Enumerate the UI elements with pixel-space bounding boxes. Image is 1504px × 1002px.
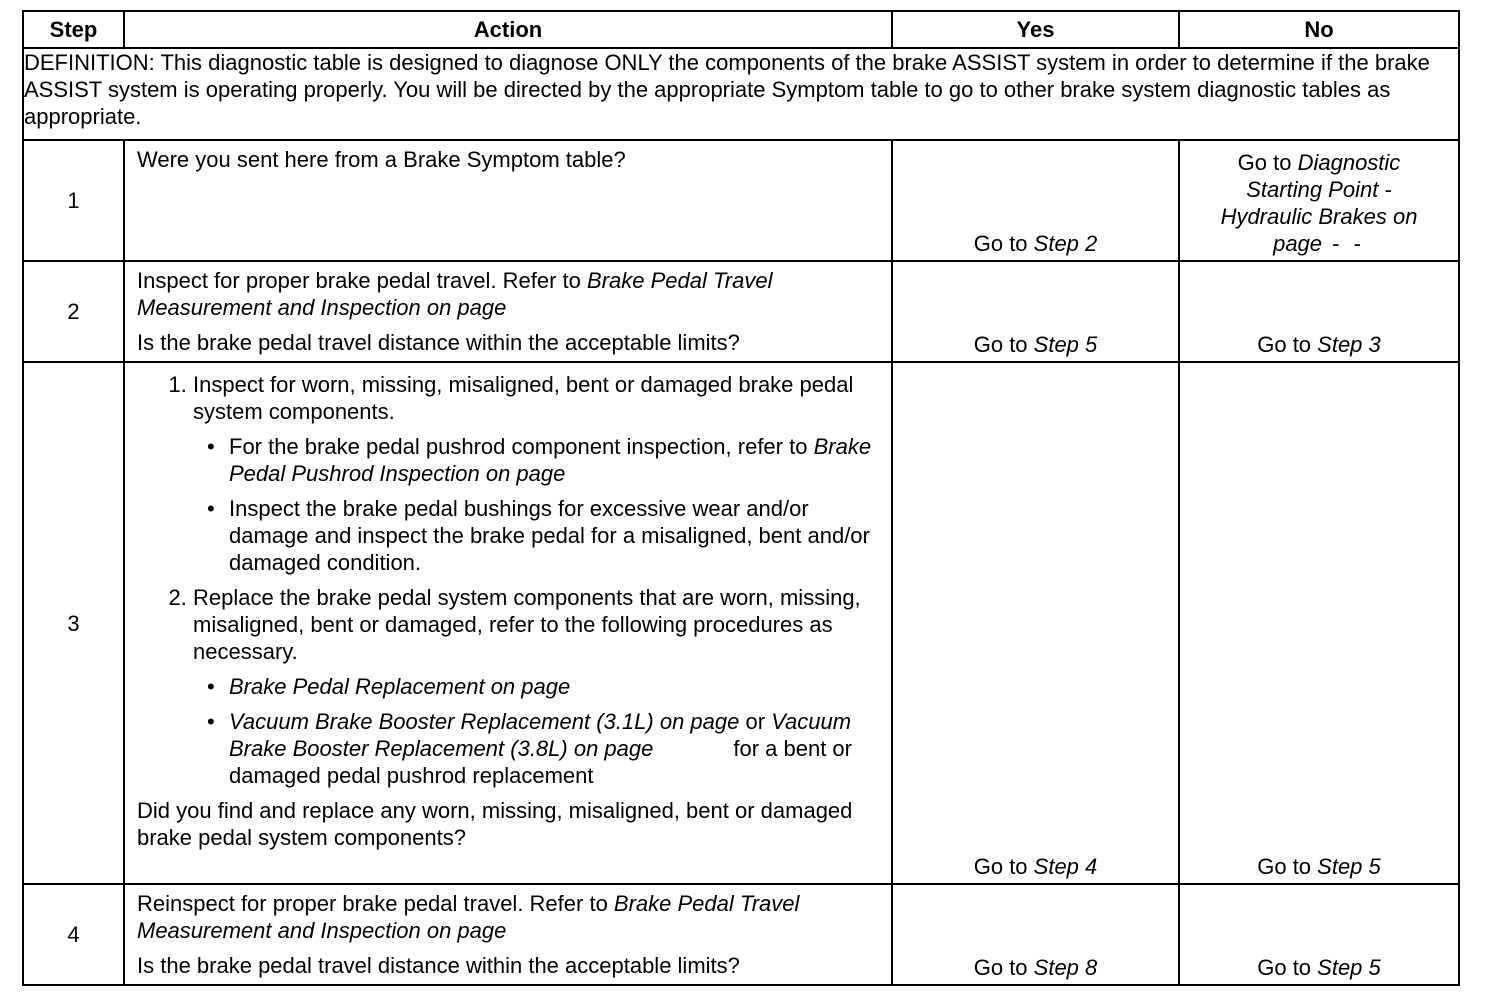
step-number: 3 [23, 362, 124, 884]
no-prefix: Go to [1257, 854, 1318, 879]
action-question: Is the brake pedal travel distance within the acceptable limits? [137, 953, 740, 978]
yes-cell [892, 140, 1179, 261]
action-cell [124, 884, 892, 985]
reference-link[interactable]: Brake Pedal Pushrod Inspection on page [229, 434, 872, 486]
action-cell [124, 261, 892, 362]
no-link[interactable]: Diagnostic Starting Point - Hydraulic Brakes on page [1220, 150, 1418, 256]
yes-link[interactable]: Step 2 [1033, 231, 1098, 256]
step-number: 4 [23, 884, 124, 985]
bullet-text: Inspect the brake pedal bushings for excessive wear and/or damage and inspect the brake pedal for a misaligned, bent and/or damaged condition. [229, 496, 870, 575]
no-cell [1179, 140, 1459, 261]
procedure-item [193, 584, 881, 789]
no-prefix: Go to [1257, 955, 1318, 980]
reference-link[interactable]: Brake Pedal Travel Measurement and Inspection on page [137, 268, 773, 320]
bullet-text: for a bent or damaged pedal pushrod replacement [229, 736, 852, 788]
yes-cell [892, 884, 1179, 985]
no-cell [1179, 884, 1459, 985]
procedure-text: Replace the brake pedal system components that are worn, missing, misaligned, bent or damaged, refer to the following procedures as necessary. [193, 585, 861, 664]
yes-cell [892, 362, 1179, 884]
reference-link[interactable]: Brake Pedal Replacement on page [229, 674, 571, 699]
yes-link[interactable]: Step 4 [1033, 854, 1098, 879]
table-row [23, 884, 1459, 985]
bullet-item [229, 433, 881, 487]
definition-text: DEFINITION: This diagnostic table is designed to diagnose ONLY the components of the brake ASSIST system in order to determine if the brake ASSIST system is operating properly. You will be directed by the appropriate Symptom table to go to other brake system diagnostic tables as appropriate. [23, 48, 1459, 140]
no-link[interactable]: Step 5 [1317, 955, 1381, 980]
yes-prefix: Go to [973, 854, 1034, 879]
header-yes: Yes [892, 11, 1179, 48]
procedure-item [193, 371, 881, 576]
header-step: Step [23, 11, 124, 48]
no-page-dash: - - [1322, 231, 1365, 256]
action-cell [124, 362, 892, 884]
reference-link[interactable]: Vacuum Brake Booster Replacement (3.8L) on page [229, 709, 852, 761]
yes-prefix: Go to [973, 955, 1034, 980]
header-row [23, 11, 1459, 48]
action-question: Is the brake pedal travel distance within the acceptable limits? [137, 330, 740, 355]
instruction-text: Reinspect for proper brake pedal travel. Refer to [137, 891, 614, 916]
procedure-list [137, 371, 881, 789]
action-instruction [137, 267, 881, 321]
table-row [23, 261, 1459, 362]
reference-link[interactable]: Brake Pedal Travel Measurement and Inspection on page [137, 891, 800, 943]
bullet-list [193, 673, 881, 789]
instruction-text: Inspect for proper brake pedal travel. Refer to [137, 268, 588, 293]
action-question: Were you sent here from a Brake Symptom table? [137, 147, 626, 172]
action-cell [124, 140, 892, 261]
yes-link[interactable]: Step 8 [1033, 955, 1098, 980]
step-number: 1 [23, 140, 124, 261]
header-action: Action [124, 11, 892, 48]
bullet-text: or [745, 709, 772, 734]
yes-prefix: Go to [973, 231, 1034, 256]
definition-row [23, 48, 1459, 140]
procedure-text: Inspect for worn, missing, misaligned, bent or damaged brake pedal system components. [193, 372, 854, 424]
no-cell [1179, 261, 1459, 362]
table-row [23, 140, 1459, 261]
diagnostic-table [22, 10, 1460, 986]
bullet-item [229, 673, 881, 700]
reference-link[interactable]: Vacuum Brake Booster Replacement (3.1L) on page [229, 709, 740, 734]
no-link[interactable]: Step 5 [1317, 854, 1381, 879]
action-instruction [137, 890, 881, 944]
no-cell [1179, 362, 1459, 884]
step-number: 2 [23, 261, 124, 362]
header-no: No [1179, 11, 1459, 48]
bullet-item [229, 708, 881, 789]
action-question: Did you find and replace any worn, missing, misaligned, bent or damaged brake pedal system components? [137, 798, 853, 850]
bullet-item [229, 495, 881, 576]
bullet-text: For the brake pedal pushrod component inspection, refer to [229, 434, 814, 459]
bullet-list [193, 433, 881, 576]
table-row [23, 362, 1459, 884]
no-prefix: Go to [1257, 332, 1318, 357]
yes-link[interactable]: Step 5 [1033, 332, 1098, 357]
no-link[interactable]: Step 3 [1317, 332, 1381, 357]
yes-cell [892, 261, 1179, 362]
yes-prefix: Go to [973, 332, 1034, 357]
no-prefix: Go to [1237, 150, 1298, 175]
